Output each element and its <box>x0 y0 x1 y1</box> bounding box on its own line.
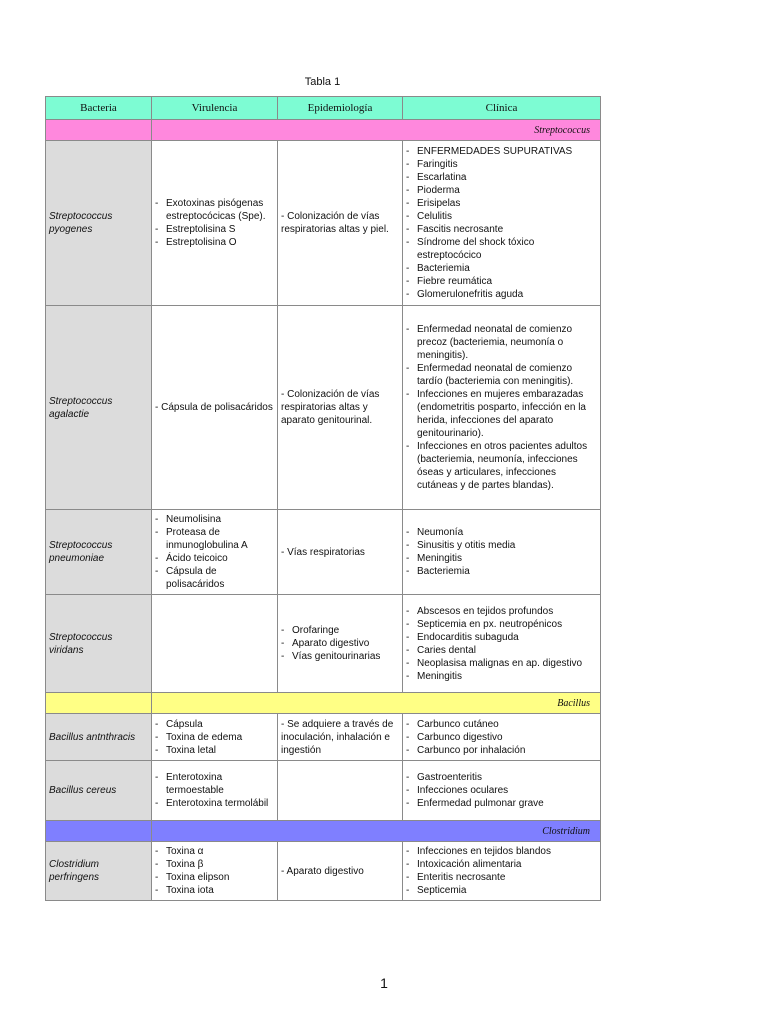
list-item: - Glomerulonefritis aguda <box>406 288 597 301</box>
header-epidemiologia: Epidemiología <box>278 97 403 120</box>
header-bacteria: Bacteria <box>46 97 152 120</box>
table-row <box>46 510 601 595</box>
virulencia-list <box>155 845 274 897</box>
table-row <box>46 842 601 901</box>
list-item: - Gastroenteritis <box>406 771 597 784</box>
bacteria-name: Clostridium perfringens <box>46 842 152 901</box>
list-item: - Meningitis <box>406 670 597 683</box>
clinica-cell <box>403 510 601 595</box>
epidemiologia-cell: - Se adquiere a través de inoculación, inhalación e ingestión <box>278 714 403 761</box>
list-item: - Enterotoxina termolábil <box>155 797 274 810</box>
clinica-list <box>406 526 597 578</box>
genus-spacer <box>46 693 152 714</box>
genus-row-clostridium <box>46 821 601 842</box>
virulencia-list <box>155 718 274 757</box>
clinica-list <box>406 323 597 492</box>
list-item: - Septicemia <box>406 884 597 897</box>
epidemiologia-cell: - Colonización de vías respiratorias altas y aparato genitourinal. <box>278 306 403 510</box>
table-row <box>46 306 601 510</box>
virulencia-cell <box>152 714 278 761</box>
bacteria-name: Streptococcus agalactie <box>46 306 152 510</box>
list-item: - Cápsula de polisacáridos <box>155 565 274 591</box>
list-item: - Orofaringe <box>281 624 399 637</box>
list-item: - Cápsula <box>155 718 274 731</box>
clinica-cell <box>403 761 601 821</box>
header-virulencia: Virulencia <box>152 97 278 120</box>
list-item: - Toxina de edema <box>155 731 274 744</box>
list-item: - Aparato digestivo <box>281 637 399 650</box>
virulencia-cell <box>152 761 278 821</box>
clinica-list <box>406 718 597 757</box>
page-number: 1 <box>380 975 388 991</box>
list-item: - Enfermedad pulmonar grave <box>406 797 597 810</box>
list-item: - Enterotoxina termoestable <box>155 771 274 797</box>
epidemiologia-cell: - Vías respiratorias <box>278 510 403 595</box>
list-item: - Endocarditis subaguda <box>406 631 597 644</box>
list-item: - Toxina α <box>155 845 274 858</box>
clinica-cell <box>403 141 601 306</box>
table-row <box>46 714 601 761</box>
list-item: - Toxina elipson <box>155 871 274 884</box>
list-item: - Infecciones en tejidos blandos <box>406 845 597 858</box>
virulencia-cell <box>152 141 278 306</box>
list-item: - Erisipelas <box>406 197 597 210</box>
virulencia-list <box>155 513 274 591</box>
table-row <box>46 761 601 821</box>
clinica-list <box>406 771 597 810</box>
list-item: - Faringitis <box>406 158 597 171</box>
list-item: - Toxina β <box>155 858 274 871</box>
bacteria-table <box>45 96 601 901</box>
table-caption: Tabla 1 <box>304 76 341 88</box>
header-clinica: Clínica <box>403 97 601 120</box>
epidemiologia-cell: - Colonización de vías respiratorias altas y piel. <box>278 141 403 306</box>
list-item: - Toxina iota <box>155 884 274 897</box>
list-item: - Fascitis necrosante <box>406 223 597 236</box>
epidemiologia-cell <box>278 595 403 693</box>
bacteria-name: Streptococcus pneumoniae <box>46 510 152 595</box>
virulencia-list <box>155 771 274 810</box>
list-item: - Bacteriemia <box>406 262 597 275</box>
clinica-cell <box>403 842 601 901</box>
genus-label: Streptococcus <box>152 120 601 141</box>
virulencia-cell: - Cápsula de polisacáridos <box>152 306 278 510</box>
bacteria-name: Bacillus cereus <box>46 761 152 821</box>
epidemiologia-cell: - Aparato digestivo <box>278 842 403 901</box>
list-item: - Carbunco por inhalación <box>406 744 597 757</box>
bacteria-name: Streptococcus pyogenes <box>46 141 152 306</box>
list-item: - Bacteriemia <box>406 565 597 578</box>
list-item: - Pioderma <box>406 184 597 197</box>
clinica-cell <box>403 306 601 510</box>
list-item: - Estreptolisina S <box>155 223 274 236</box>
list-item: - Toxina letal <box>155 744 274 757</box>
list-item: - Enfermedad neonatal de comienzo tardío (bacteriemia con meningitis). <box>406 362 597 388</box>
list-item: - Estreptolisina O <box>155 236 274 249</box>
list-item: - Enfermedad neonatal de comienzo precoz (bacteriemia, neumonía o meningitis). <box>406 323 597 362</box>
list-item: - Síndrome del shock tóxico estreptocócico <box>406 236 597 262</box>
clinica-list <box>406 145 597 301</box>
list-item: - Infecciones en mujeres embarazadas (endometritis posparto, infección en la herida, infecciones del aparato genitourinario). <box>406 388 597 440</box>
list-item: - Vías genitourinarias <box>281 650 399 663</box>
clinica-list <box>406 845 597 897</box>
header-row <box>46 97 601 120</box>
genus-label: Clostridium <box>152 821 601 842</box>
list-item: - Carbunco cutáneo <box>406 718 597 731</box>
list-item: - Exotoxinas pisógenas estreptocócicas (Spe). <box>155 197 274 223</box>
epidemiologia-list <box>281 624 399 663</box>
genus-row-streptococcus <box>46 120 601 141</box>
table-row <box>46 141 601 306</box>
list-item: - Escarlatina <box>406 171 597 184</box>
list-item: - Intoxicación alimentaria <box>406 858 597 871</box>
list-item: - Ácido teicoico <box>155 552 274 565</box>
list-item: - Proteasa de inmunoglobulina A <box>155 526 274 552</box>
list-item: - Carbunco digestivo <box>406 731 597 744</box>
clinica-list <box>406 605 597 683</box>
list-item: - Sinusitis y otitis media <box>406 539 597 552</box>
list-item: - Infecciones en otros pacientes adultos (bacteriemia, neumonía, infecciones óseas y articulares, infecciones cutáneas y de partes blandas). <box>406 440 597 492</box>
virulencia-cell <box>152 595 278 693</box>
list-item: - Infecciones oculares <box>406 784 597 797</box>
virulencia-cell <box>152 510 278 595</box>
list-item: - Neumolisina <box>155 513 274 526</box>
list-item: - Septicemia en px. neutropénicos <box>406 618 597 631</box>
list-item: - ENFERMEDADES SUPURATIVAS <box>406 145 597 158</box>
virulencia-list <box>155 197 274 249</box>
table-row <box>46 595 601 693</box>
virulencia-cell <box>152 842 278 901</box>
list-item: - Neumonía <box>406 526 597 539</box>
list-item: - Neoplasisa malignas en ap. digestivo <box>406 657 597 670</box>
bacteria-name: Streptococcus viridans <box>46 595 152 693</box>
list-item: - Abscesos en tejidos profundos <box>406 605 597 618</box>
epidemiologia-cell <box>278 761 403 821</box>
clinica-cell <box>403 714 601 761</box>
genus-label: Bacillus <box>152 693 601 714</box>
list-item: - Meningitis <box>406 552 597 565</box>
clinica-cell <box>403 595 601 693</box>
genus-spacer <box>46 821 152 842</box>
list-item: - Caries dental <box>406 644 597 657</box>
bacteria-name: Bacillus antnthracis <box>46 714 152 761</box>
list-item: - Enteritis necrosante <box>406 871 597 884</box>
genus-row-bacillus <box>46 693 601 714</box>
list-item: - Celulitis <box>406 210 597 223</box>
list-item: - Fiebre reumática <box>406 275 597 288</box>
genus-spacer <box>46 120 152 141</box>
